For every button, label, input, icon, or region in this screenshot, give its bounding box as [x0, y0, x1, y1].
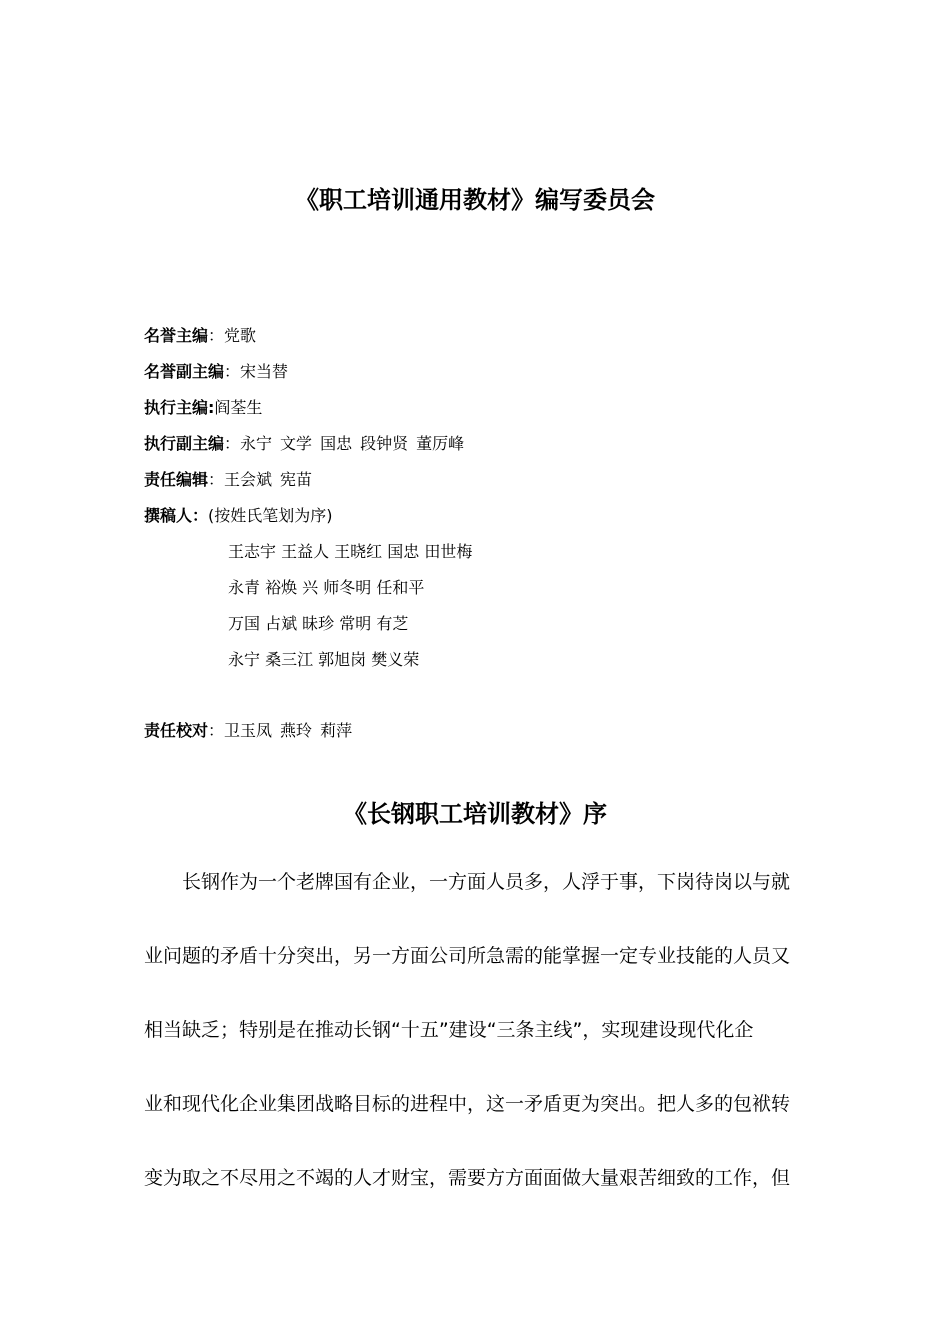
executive-deputy-name: 董厉峰: [416, 434, 465, 453]
preface-title: 《长钢职工培训教材》序: [343, 800, 607, 828]
proofreader-label: 责任校对: [144, 721, 209, 740]
executive-deputy-label: 执行副主编: [144, 434, 225, 453]
section-gap: [144, 682, 844, 717]
writers-names-row: 王志宇 王益人 王晓红 国忠 田世梅: [228, 542, 473, 561]
honorary-deputy-sep: ：: [224, 362, 241, 381]
preface-body: [144, 860, 806, 1230]
responsible-editor-label: 责任编辑: [144, 470, 209, 489]
proofreader-row: [144, 717, 844, 753]
writers-label: 撰稿人：: [144, 506, 209, 525]
writers-names-row: 永宁 桑三江 郭旭岗 樊义荣: [228, 650, 420, 669]
preface-line: 变为取之不尽用之不竭的人才财宝，需要方方面面做大量艰苦细致的工作，但: [144, 1167, 791, 1189]
writers-names-row: 万国 占斌 昧珍 常明 有芝: [228, 614, 409, 633]
honorary-deputy-row: [144, 358, 844, 394]
preface-line: 长钢作为一个老牌国有企业，一方面人员多，人浮于事，下岗待岗以与就: [182, 871, 791, 893]
committee-list: [144, 322, 844, 753]
executive-deputy-name: 段钟贤: [360, 434, 409, 453]
executive-chief-name: 阎荃生: [214, 398, 263, 417]
proofreader-name: 卫玉凤: [224, 721, 273, 740]
responsible-editor-name: 宪苗: [280, 470, 313, 489]
writers-row: [144, 502, 844, 538]
preface-line: 相当缺乏；特别是在推动长钢“十五”建设“三条主线”，实现建设现代化企: [144, 1019, 754, 1041]
honorary-chief-label: 名誉主编: [144, 326, 209, 345]
honorary-chief-row: [144, 322, 844, 358]
executive-deputy-row: [144, 430, 844, 466]
proofreader-name: 燕玲: [280, 721, 313, 740]
honorary-chief-sep: ：: [208, 326, 225, 345]
responsible-editor-sep: ：: [208, 470, 225, 489]
executive-deputy-name: 永宁: [240, 434, 273, 453]
honorary-chief-name: 党歌: [224, 326, 257, 345]
writers-note: (按姓氏笔划为序): [208, 506, 333, 525]
honorary-deputy-label: 名誉副主编: [144, 362, 225, 381]
executive-chief-row: [144, 394, 844, 430]
preface-line: 业和现代化企业集团战略目标的进程中，这一矛盾更为突出。把人多的包袱转: [144, 1093, 791, 1115]
preface-line: 业问题的矛盾十分突出，另一方面公司所急需的能掌握一定专业技能的人员又: [144, 945, 791, 967]
honorary-deputy-name: 宋当替: [240, 362, 289, 381]
writers-names-row: 永青 裕焕 兴 师冬明 任和平: [228, 578, 425, 597]
executive-chief-label: 执行主编:: [144, 398, 215, 417]
executive-deputy-sep: ：: [224, 434, 241, 453]
proofreader-name: 莉萍: [320, 721, 353, 740]
executive-deputy-name: 国忠: [320, 434, 353, 453]
committee-title: 《职工培训通用教材》编写委员会: [295, 186, 655, 214]
proofreader-sep: ：: [208, 721, 225, 740]
responsible-editor-name: 王会斌: [224, 470, 273, 489]
responsible-editor-row: [144, 466, 844, 502]
executive-deputy-name: 文学: [280, 434, 313, 453]
